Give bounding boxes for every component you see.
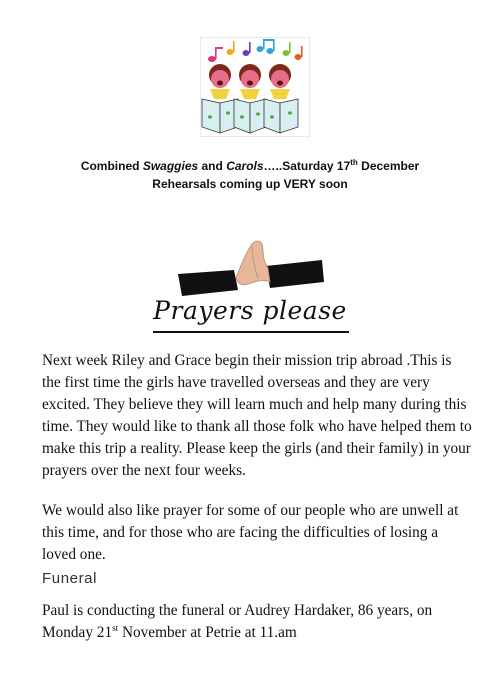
carols-text: Carols: [226, 159, 264, 173]
event-line: Combined Swaggies and Carols…..Saturday 17th December: [80, 158, 420, 173]
swaggies-text: Swaggies: [142, 159, 199, 173]
event-announcement: [0, 157, 500, 193]
funeral-paragraph: Paul is conducting the funeral or Audrey Hardaker, 86 years, on Monday 21st November at Petrie at 11.am: [42, 602, 433, 641]
prayers-heading: Prayers please: [153, 296, 347, 325]
heading-underline: [153, 331, 349, 333]
prayer-request-paragraph: We would also like prayer for some of our people who are unwell at this time, and for those who are facing the difficulties of losing a loved one.: [42, 502, 459, 563]
rehearsals-line: Rehearsals coming up VERY soon: [152, 177, 348, 191]
funeral-heading: Funeral: [42, 570, 98, 587]
mission-trip-paragraph: Next week Riley and Grace begin their mission trip abroad .This is the first time the girls have travelled overseas and they are very excited. They believe they will learn much and help many during this time. They would like to thank all those folk who have helped them to make this trip a reality. Please keep the girls (and their family) in your prayers over the next four weeks.: [42, 352, 472, 479]
praying-hands-icon: [178, 238, 324, 300]
choir-clipart: [200, 37, 310, 137]
